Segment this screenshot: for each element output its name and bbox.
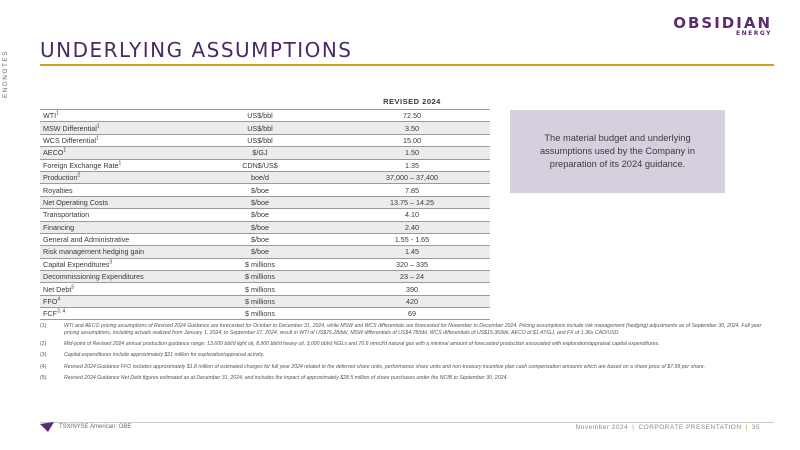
row-label	[40, 124, 186, 133]
row-label-text: FCF	[43, 308, 57, 318]
row-value: 37,000 – 37,400	[386, 173, 438, 183]
logo-brand-text: OBSIDIAN	[673, 14, 772, 32]
row-unit: US$/bbl	[247, 123, 273, 133]
row-label	[40, 285, 186, 294]
row-label	[40, 235, 186, 244]
table-row	[40, 146, 490, 158]
footnote-item	[40, 341, 770, 348]
row-label-text: Royalties	[43, 185, 73, 195]
title-divider	[40, 64, 774, 66]
row-label-text: FFO	[43, 297, 58, 307]
table-body	[40, 109, 490, 320]
row-label	[40, 223, 186, 232]
row-value: 1.50	[405, 148, 419, 158]
row-label-text: WCS Differential	[43, 135, 96, 145]
footer-divider	[40, 422, 774, 423]
row-unit: $/boe	[251, 210, 269, 220]
table-row	[40, 307, 490, 319]
ticker-arrow-icon	[40, 422, 54, 432]
table-row	[40, 196, 490, 208]
row-label	[40, 247, 186, 256]
row-value: 13.75 – 14.25	[390, 197, 434, 207]
revised-2024-column-header: REVISED 2024	[383, 97, 441, 106]
footnote-ref: 3, 4	[56, 308, 66, 315]
row-value: 420	[406, 297, 418, 307]
footnote-text: WTI and AECO pricing assumptions of Revised 2024 Guidance are forecasted for October to December 31, 2024, while MSW and WCS differentials are forecasted for November to December 2024. Pricing assumptions include risk management (hedging) adjustments as of September 30, 2024. Full year pricing assumptions, including actuals realized from January 1, 2024, to September 27, 2024, result in WTI of US$76.28/bbl, MSW differentials of US$4.78/bbl, WCS differentials of US$15.36/bbl, AECO of $1.47/GJ, and FX of 1.36x CAD/USD.	[64, 323, 762, 336]
row-label-text: Financing	[43, 222, 75, 232]
row-label-text: AECO	[43, 148, 64, 158]
row-value: 69	[408, 308, 416, 318]
row-label	[40, 198, 186, 207]
callout-text: The material budget and underlying assumptions used by the Company in preparation of its 2024 guidance.	[539, 133, 696, 169]
assumptions-table	[40, 95, 490, 320]
row-label-text: Transportation	[43, 210, 90, 220]
footnote-text: Revised 2024 Guidance FFO includes approximately $1.8 million of estimated charges for full year 2024 related to the deferred share units, performance share units and non-treasury incentive plan cash compensation amounts which are based on a share price of $7.99 per share.	[64, 363, 706, 370]
row-unit: $/boe	[251, 222, 269, 232]
table-row	[40, 183, 490, 195]
row-unit: US$/bbl	[247, 111, 273, 121]
row-label	[40, 111, 186, 120]
table-row	[40, 221, 490, 233]
row-value: 1.45	[405, 247, 419, 257]
row-unit: $/boe	[251, 247, 269, 257]
row-unit: $ millions	[245, 308, 275, 318]
footnote-number: (1)	[40, 323, 47, 329]
row-unit: $/GJ	[252, 148, 268, 158]
table-row	[40, 233, 490, 245]
row-label-text: Decommissioning Expenditures	[43, 272, 144, 282]
row-label	[40, 272, 186, 281]
page-title: UNDERLYING ASSUMPTIONS	[40, 38, 353, 62]
row-value: 3.50	[405, 123, 419, 133]
footnote-number: (5)	[40, 374, 47, 381]
row-unit: $ millions	[245, 297, 275, 307]
row-value: 390	[406, 284, 418, 294]
row-label	[40, 161, 186, 170]
row-value: 72.50	[403, 111, 421, 121]
footer-info: November 2024 | CORPORATE PRESENTATION | 35	[575, 424, 760, 431]
table-row	[40, 270, 490, 282]
table-row	[40, 159, 490, 171]
row-label-text: General and Administrative	[43, 235, 130, 245]
row-label-text: Capital Expenditures	[43, 259, 110, 269]
row-label	[40, 173, 186, 182]
row-unit: CDN$/US$	[242, 160, 278, 170]
footnote-item	[40, 352, 770, 359]
row-value: 320 – 335	[396, 259, 428, 269]
row-unit: $/boe	[251, 185, 269, 195]
footnote-ref: 3	[109, 259, 113, 266]
footnote-item	[40, 323, 770, 337]
row-label	[40, 309, 186, 318]
footnote-number: (2)	[40, 341, 47, 348]
ticker-symbol: TSX/NYSE American: OBE	[59, 424, 132, 430]
row-label	[40, 260, 186, 269]
table-row	[40, 258, 490, 270]
footnote-ref: 1	[96, 123, 100, 130]
table-row	[40, 109, 490, 121]
row-label	[40, 148, 186, 157]
row-unit: $/boe	[251, 235, 269, 245]
row-label	[40, 210, 186, 219]
footnote-ref: 1	[63, 147, 67, 154]
footnote-ref: 1	[118, 160, 122, 167]
row-label-text: MSW Differential	[43, 123, 97, 133]
row-unit: $ millions	[245, 272, 275, 282]
row-label-text: Foreign Exchange Rate	[43, 160, 119, 170]
footnote-item	[40, 364, 770, 371]
footnote-number: (3)	[40, 352, 47, 359]
row-label	[40, 136, 186, 145]
guidance-callout-box	[510, 110, 725, 193]
row-value: 23 – 24	[400, 272, 424, 282]
table-row	[40, 121, 490, 133]
row-unit: $ millions	[245, 284, 275, 294]
table-row	[40, 134, 490, 146]
footnote-text: Mid-point of Revised 2024 annual production guidance range: 13,600 bbl/d light oil, 8,900 bbl/d heavy oil, 3,000 bbl/d NGLs and 70.6 mmcf/d natural gas with a minimal amount of forecasted production associated with exploration/appraisal capital expenditures.	[64, 341, 660, 348]
row-unit: $/boe	[251, 197, 269, 207]
row-unit: US$/bbl	[247, 135, 273, 145]
table-row	[40, 245, 490, 257]
footnote-text: Revised 2024 Guidance Net Debt figures estimated as at December 31, 2024, and includes the impact of approximately $28.5 million of share purchases under the NCIB to September 30, 2024.	[64, 374, 508, 381]
table-row	[40, 208, 490, 220]
logo-sub-text: ENERGY	[736, 30, 772, 37]
row-value: 1.35	[405, 160, 419, 170]
footer-presentation-name: CORPORATE PRESENTATION	[638, 424, 742, 431]
row-label-text: Net Operating Costs	[43, 197, 109, 207]
row-unit: $ millions	[245, 259, 275, 269]
footnote-item	[40, 375, 770, 382]
footnote-number: (4)	[40, 363, 47, 370]
row-label-text: Net Debt	[43, 284, 72, 294]
row-label-text: WTI	[43, 111, 57, 121]
footnote-ref: 5	[71, 284, 75, 291]
footnote-ref: 1	[56, 110, 59, 117]
endnotes-section-label: ENDNOTES	[2, 49, 9, 98]
table-header	[40, 95, 490, 109]
footnote-ref: 2	[77, 172, 81, 179]
row-label	[40, 186, 186, 195]
row-value: 1.55 - 1.65	[394, 235, 430, 245]
footnote-text: Capital expenditures include approximately $21 million for exploration/appraisal activity.	[64, 352, 265, 359]
page-number: 35	[751, 424, 760, 431]
row-value: 7.85	[405, 185, 419, 195]
footnotes	[40, 323, 770, 386]
row-label	[40, 297, 186, 306]
footnote-ref: 4	[57, 296, 61, 303]
row-value: 15.00	[403, 135, 421, 145]
table-row	[40, 171, 490, 183]
row-label-text: Risk management hedging gain	[43, 247, 145, 257]
company-logo	[673, 16, 772, 38]
footer-date: November 2024	[575, 424, 629, 431]
row-unit: boe/d	[251, 173, 269, 183]
table-row	[40, 295, 490, 307]
footnote-ref: 1	[96, 135, 99, 142]
table-row	[40, 282, 490, 294]
row-value: 2.40	[405, 222, 419, 232]
row-label-text: Production	[43, 173, 78, 183]
row-value: 4.10	[405, 210, 419, 220]
